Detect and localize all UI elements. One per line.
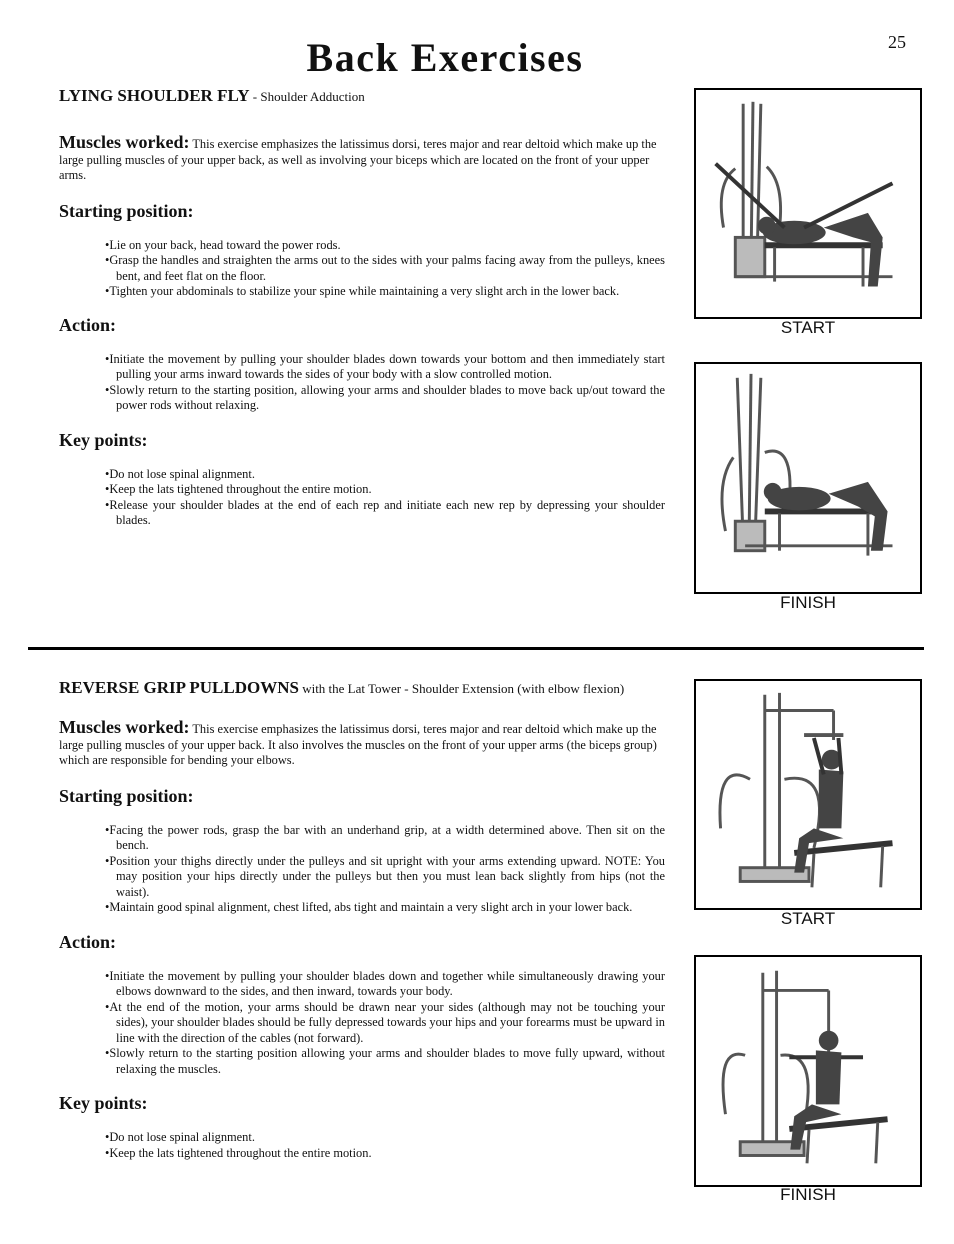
exercise-subtitle: with the Lat Tower - Shoulder Extension (with elbow flexion) bbox=[298, 681, 625, 696]
bullet-item: • Grasp the handles and straighten the arms out to the sides with your palms facing away from the pulleys, knees bent, and feet flat on the floor. bbox=[105, 253, 665, 284]
section-divider bbox=[28, 647, 924, 650]
bullet-item: • Lie on your back, head toward the power rods. bbox=[105, 238, 665, 254]
key-points-heading: Key points: bbox=[59, 429, 148, 450]
finish-caption: FINISH bbox=[780, 1185, 836, 1204]
bullet-item: • Facing the power rods, grasp the bar with an underhand grip, at a width determined above. Then sit on the bench. bbox=[105, 823, 665, 854]
bullet-item: • At the end of the motion, your arms should be drawn near your sides (although may not be touching your sides), your shoulder blades should be fully depressed towards your hips and your forearms must be upward in line with the direction of the cables (not forward). bbox=[105, 1000, 665, 1047]
bullet-item: • Position your thighs directly under the pulleys and sit upright with your arms extending upward. NOTE: You may position your hips directly under the pulleys but then you must lean back slightly from hips (not the waist). bbox=[105, 854, 665, 901]
finish-photo-reverse-grip-pulldowns bbox=[694, 955, 922, 1187]
exercise-section-lying-shoulder-fly bbox=[59, 88, 665, 529]
action bbox=[59, 315, 665, 414]
exercise-section-reverse-grip-pulldowns bbox=[59, 680, 665, 1161]
start-caption: START bbox=[780, 909, 836, 928]
start-photo-reverse-grip-pulldowns bbox=[694, 679, 922, 910]
exercise-title bbox=[59, 88, 665, 104]
bullet-item: • Do not lose spinal alignment. bbox=[105, 1130, 665, 1146]
bullet-item: • Release your shoulder blades at the end of each rep and initiate each new rep by depressing your shoulder blades. bbox=[105, 498, 665, 529]
bullet-item: • Initiate the movement by pulling your shoulder blades down towards your bottom and then immediately start pulling your arms inward towards the sides of your body with a slow controlled motion. bbox=[105, 352, 665, 383]
pulldown-start-illustration bbox=[696, 681, 920, 908]
action-heading: Action: bbox=[59, 314, 116, 335]
bullet-item: • Tighten your abdominals to stabilize your spine while maintaining a very slight arch in the lower back. bbox=[105, 284, 665, 300]
bullet-item: • Maintain good spinal alignment, chest lifted, abs tight and maintain a very slight arch in your lower back. bbox=[105, 900, 665, 916]
lying-fly-finish-illustration bbox=[696, 364, 920, 592]
finish-caption: FINISH bbox=[780, 593, 836, 612]
bullet-item: • Slowly return to the starting position, allowing your arms and shoulder blades to move back up/out toward the power rods without relaxing. bbox=[105, 383, 665, 414]
key-points bbox=[59, 1093, 665, 1161]
bullet-item: • Slowly return to the starting position allowing your arms and shoulder blades to move fully upward, without relaxing the muscles. bbox=[105, 1046, 665, 1077]
lying-fly-start-illustration bbox=[696, 90, 920, 317]
start-photo-lying-shoulder-fly bbox=[694, 88, 922, 319]
muscles-worked bbox=[59, 717, 665, 769]
key-points bbox=[59, 430, 665, 529]
starting-position bbox=[59, 201, 665, 300]
key-points-heading: Key points: bbox=[59, 1093, 148, 1113]
bullet-item: • Keep the lats tightened throughout the entire motion. bbox=[105, 1146, 665, 1162]
exercise-name: LYING SHOULDER FLY bbox=[59, 86, 250, 105]
muscles-worked-text: This exercise emphasizes the latissimus dorsi, teres major and rear deltoid which make up the large pulling muscles of your upper back, as well as involving your biceps which are located on the front of your upper arms. bbox=[59, 137, 657, 182]
bullet-item: • Do not lose spinal alignment. bbox=[105, 467, 665, 483]
page-title: Back Exercises bbox=[306, 35, 584, 80]
starting-position-heading: Starting position: bbox=[59, 200, 194, 221]
exercise-subtitle: - Shoulder Adduction bbox=[249, 89, 365, 104]
muscles-worked-text: This exercise emphasizes the latissimus dorsi, teres major and rear deltoid which make up the large pulling muscles of your upper back. It also involves the muscles on the front of your upper arms (the biceps group) which are responsible for bending your elbows. bbox=[59, 722, 657, 767]
finish-photo-lying-shoulder-fly bbox=[694, 362, 922, 594]
start-caption: START bbox=[780, 318, 836, 337]
bullet-item: • Initiate the movement by pulling your shoulder blades down and together while simultaneously drawing your elbows downward to the sides, and then inward, towards your body. bbox=[105, 969, 665, 1000]
muscles-worked-label: Muscles worked: bbox=[59, 717, 190, 737]
action-heading: Action: bbox=[59, 931, 116, 952]
bullet-item: • Keep the lats tightened throughout the entire motion. bbox=[105, 482, 665, 498]
starting-position-heading: Starting position: bbox=[59, 785, 194, 806]
pulldown-finish-illustration bbox=[696, 957, 920, 1185]
action bbox=[59, 932, 665, 1078]
muscles-worked-label: Muscles worked: bbox=[59, 132, 190, 152]
exercise-title bbox=[59, 680, 665, 696]
muscles-worked bbox=[59, 132, 665, 184]
page-number: 25 bbox=[888, 32, 906, 52]
exercise-name: REVERSE GRIP PULLDOWNS bbox=[59, 678, 299, 697]
starting-position bbox=[59, 786, 665, 916]
